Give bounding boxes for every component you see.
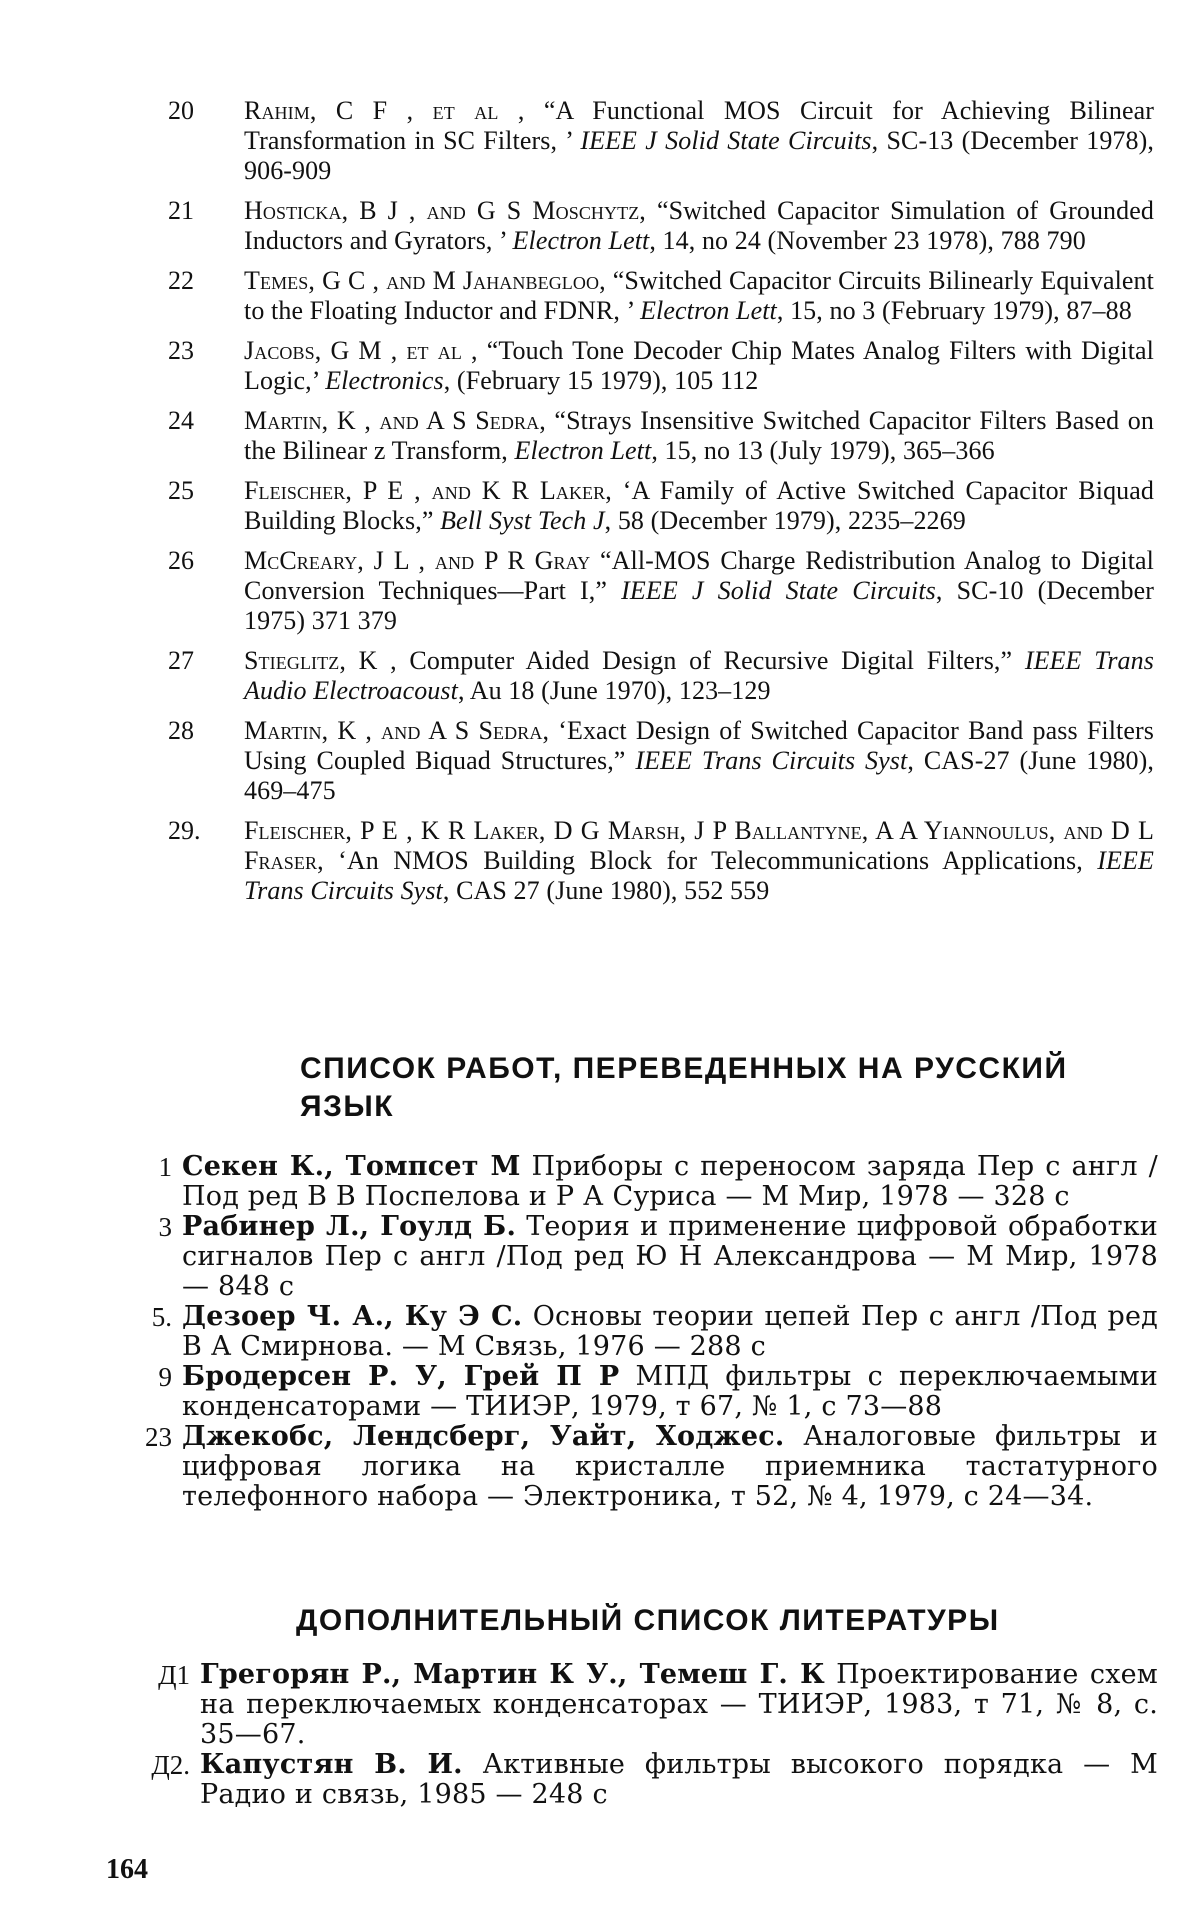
reference-text — [182, 1302, 1158, 1362]
reference-details: , SC-10 (December 1975) 371 379 — [244, 576, 1155, 635]
reference-details: Проектирование схем на переключаемых конденсаторах — ТИИЭР, 1983, т 71, № 8, с. 35—67. — [200, 1659, 1159, 1750]
reference-authors: Капустян В. И. — [200, 1749, 463, 1780]
reference-text — [200, 1750, 1158, 1810]
reference-title: ‘An NMOS Building Block for Telecommunications Applications, — [323, 846, 1098, 875]
reference-journal: IEEE Trans Circuits Syst — [635, 746, 908, 775]
reference-authors: Temes, G C , and M Jahanbegloo, — [244, 266, 606, 295]
reference-journal: Electron Lett — [640, 296, 777, 325]
reference-text — [244, 546, 1154, 636]
reference-text — [244, 476, 1154, 536]
reference-number: Д1 — [158, 1660, 190, 1690]
reference-number: 23 — [168, 336, 194, 365]
reference-number: 27 — [168, 646, 194, 675]
reference-item — [168, 546, 1154, 636]
reference-item — [168, 336, 1154, 396]
reference-title: ‘Exact Design of Switched Capacitor Band pass Filters Using Coupled Biquad Structures,” — [244, 716, 1154, 775]
reference-text — [182, 1152, 1158, 1212]
page-number: 164 — [106, 1854, 148, 1885]
reference-authors: Джекобс, Лендсберг, Уайт, Ходжес. — [182, 1421, 785, 1452]
reference-item — [168, 816, 1154, 906]
reference-number: 9 — [158, 1362, 172, 1392]
reference-number: 28 — [168, 716, 194, 745]
reference-text — [182, 1212, 1158, 1302]
reference-item — [118, 1212, 1158, 1302]
reference-authors: Rahim, C F , et al , — [244, 96, 525, 125]
reference-text — [244, 716, 1154, 806]
reference-authors: Дезоер Ч. А., Ку Э С. — [182, 1301, 523, 1332]
reference-authors: Рабинер Л., Гоулд Б. — [182, 1211, 517, 1242]
reference-authors: Stieglitz, K , — [244, 646, 397, 675]
reference-number: 25 — [168, 476, 194, 505]
reference-journal: IEEE J Solid State Circuits — [580, 126, 872, 155]
english-reference-list — [168, 96, 1154, 916]
reference-text — [244, 646, 1154, 706]
reference-item — [118, 1362, 1158, 1422]
reference-details: , 15, no 3 (February 1979), 87–88 — [776, 296, 1132, 325]
reference-item — [168, 646, 1154, 706]
reference-details: , (February 15 1979), 105 112 — [443, 366, 759, 395]
reference-text — [244, 406, 1154, 466]
reference-number: 29. — [168, 816, 201, 845]
reference-item — [118, 1302, 1158, 1362]
reference-number: 21 — [168, 196, 194, 225]
reference-number: 5. — [151, 1302, 172, 1332]
reference-title: “Strays Insensitive Switched Capacitor Filters Based on the Bilinear z Transform, — [244, 406, 1155, 465]
reference-journal: IEEE Trans Audio Electroacoust — [244, 646, 1154, 705]
reference-journal: IEEE Trans Circuits Syst — [244, 846, 1154, 905]
reference-item — [168, 196, 1154, 256]
reference-item — [168, 96, 1154, 186]
reference-title: “All-MOS Charge Redistribution Analog to Digital Conversion Techniques—Part I,” — [244, 546, 1154, 605]
reference-details: Активные фильтры высокого порядка — М Радио и связь, 1985 — 248 с — [200, 1749, 1158, 1810]
reference-number: 1 — [158, 1152, 172, 1182]
translated-works-list — [118, 1152, 1158, 1512]
additional-literature-list — [118, 1660, 1158, 1810]
reference-item — [118, 1422, 1158, 1512]
reference-authors: Грегорян Р., Мартин К У., Темеш Г. К — [200, 1659, 825, 1690]
reference-journal: Electronics — [325, 366, 444, 395]
reference-text — [182, 1362, 1158, 1422]
reference-details: , 14, no 24 (November 23 1978), 788 790 — [649, 226, 1086, 255]
reference-number: 3 — [158, 1212, 172, 1242]
reference-item — [168, 476, 1154, 536]
reference-item — [118, 1750, 1158, 1810]
reference-authors: Fleischer, P E , and K R Laker, — [244, 476, 612, 505]
reference-title: “Switched Capacitor Simulation of Grounded Inductors and Gyrators, ’ — [244, 196, 1154, 255]
reference-journal: Bell Syst Tech J — [440, 506, 605, 535]
reference-details: , CAS-27 (June 1980), 469–475 — [244, 746, 1154, 805]
reference-item — [168, 406, 1154, 466]
reference-authors: Jacobs, G M , et al , — [244, 336, 478, 365]
reference-journal: IEEE J Solid State Circuits — [621, 576, 936, 605]
reference-title: Computer Aided Design of Recursive Digital Filters,” — [396, 646, 1025, 675]
reference-number: Д2. — [151, 1750, 190, 1780]
reference-details: , 58 (December 1979), 2235–2269 — [604, 506, 966, 535]
reference-details: , SC-13 (December 1978), 906-909 — [244, 126, 1154, 185]
reference-details: Основы теории цепей Пер с англ /Под ред В А Смирнова. — М Связь, 1976 — 288 с — [182, 1301, 1158, 1362]
reference-text — [244, 816, 1154, 906]
reference-text — [244, 196, 1154, 256]
reference-item — [118, 1660, 1158, 1750]
reference-journal: Electron Lett — [514, 436, 652, 465]
reference-number: 20 — [168, 96, 194, 125]
reference-title: “A Functional MOS Circuit for Achieving Bilinear Transformation in SC Filters, ’ — [244, 96, 1155, 155]
reference-journal: Electron Lett — [512, 226, 650, 255]
reference-details: Приборы с переносом заряда Пер с англ / Под ред В В Поспелова и Р А Суриса — М Мир, 1978 — 328 с — [182, 1151, 1158, 1212]
reference-details: , CAS 27 (June 1980), 552 559 — [442, 876, 770, 905]
reference-item — [118, 1152, 1158, 1212]
reference-number: 26 — [168, 546, 194, 575]
reference-number: 22 — [168, 266, 194, 295]
reference-text — [182, 1422, 1158, 1512]
reference-authors: Martin, K , and A S Sedra, — [244, 406, 546, 435]
reference-text — [244, 96, 1154, 186]
reference-details: Аналоговые фильтры и цифровая логика на кристалле приемника тастатурного телефонного набора — Электроника, т 52, № 4, 1979, с 24—34. — [182, 1421, 1158, 1512]
reference-text — [244, 266, 1154, 326]
reference-authors: McCreary, J L , and P R Gray — [244, 546, 591, 575]
reference-authors: Martin, K , and A S Sedra, — [244, 716, 550, 745]
reference-item — [168, 716, 1154, 806]
reference-details: МПД фильтры с переключаемыми конденсаторами — ТИИЭР, 1979, т 67, № 1, с 73—88 — [182, 1361, 1158, 1422]
reference-number: 23 — [145, 1422, 172, 1452]
reference-details: , Au 18 (June 1970), 123–129 — [457, 676, 771, 705]
translated-works-heading: СПИСОК РАБОТ, ПЕРЕВЕДЕННЫХ НА РУССКИЙ ЯЗЫК — [300, 1052, 1068, 1123]
reference-authors: Fleischer, P E , K R Laker, D G Marsh, J P Ballantyne, A A Yiannoulus, and D L Fraser, — [244, 816, 1154, 875]
reference-details: , 15, no 13 (July 1979), 365–366 — [651, 436, 995, 465]
reference-text — [244, 336, 1154, 396]
reference-authors: Секен К., Томпсет М — [182, 1151, 521, 1182]
reference-title: ‘A Family of Active Switched Capacitor Biquad Building Blocks,” — [244, 476, 1155, 535]
reference-text — [200, 1660, 1158, 1750]
reference-authors: Бродерсен Р. У, Грей П Р — [182, 1361, 620, 1392]
reference-authors: Hosticka, B J , and G S Moschytz, — [244, 196, 646, 225]
reference-title: “Touch Tone Decoder Chip Mates Analog Filters with Digital Logic,’ — [244, 336, 1154, 395]
reference-number: 24 — [168, 406, 194, 435]
reference-item — [168, 266, 1154, 326]
additional-literature-heading: ДОПОЛНИТЕЛЬНЫЙ СПИСОК ЛИТЕРАТУРЫ — [296, 1604, 1000, 1637]
reference-details: Теория и применение цифровой обработки сигналов Пер с англ /Под ред Ю Н Александрова — М Мир, 1978 — 848 с — [182, 1211, 1158, 1302]
reference-title: “Switched Capacitor Circuits Bilinearly Equivalent to the Floating Inductor and FDNR, ’ — [244, 266, 1154, 325]
